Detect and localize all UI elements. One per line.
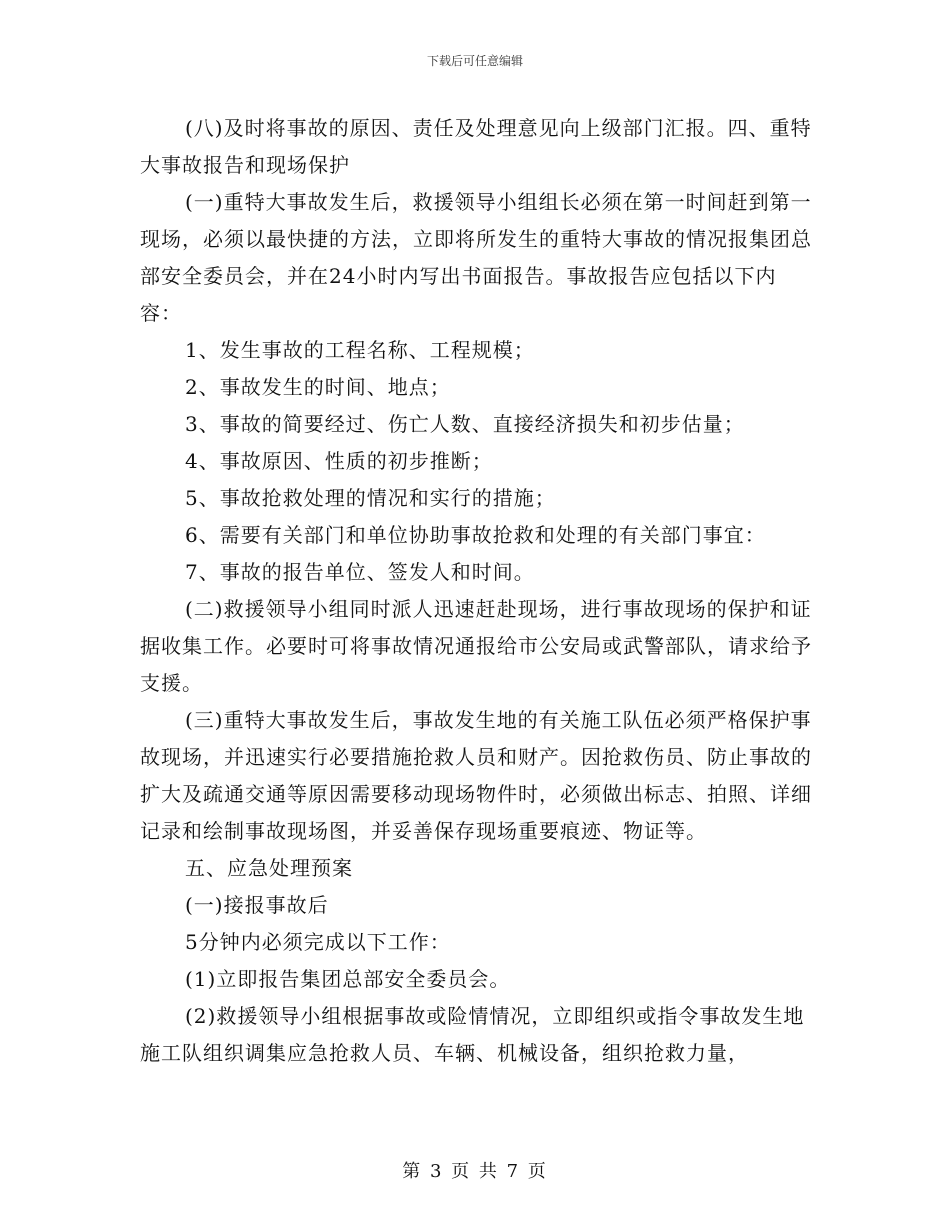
subsection-heading-after-report: (一)接报事故后 xyxy=(185,893,329,917)
list-item-report-hq: (1)立即报告集团总部安全委员会。 xyxy=(185,967,511,991)
paragraph-major-accident-report: (一)重特大事故发生后，救援领导小组组长必须在第一时间赶到第一现场，必须以最快捷的方法，立即将所发生的重特大事故的情况报集团总部安全委员会，并在24小时内写出书面报告。事故报告应包括以下内容： xyxy=(140,190,812,325)
paragraph-report-upward: (八)及时将事故的原因、责任及处理意见向上级部门汇报。四、重特大事故报告和现场保护 xyxy=(140,116,812,177)
list-item-reporting-unit: 7、事故的报告单位、签发人和时间。 xyxy=(185,560,535,584)
list-item-rescue-measures: 5、事故抢救处理的情况和实行的措施； xyxy=(185,486,556,510)
list-item-project-name: 1、发生事故的工程名称、工程规模； xyxy=(185,338,535,362)
list-item-rescue-organize: (2)救援领导小组根据事故或险情情况，立即组织或指令事故发生地施工队组织调集应急抢救人员、车辆、机械设备，组织抢救力量， xyxy=(140,1004,805,1065)
page-header: 下载后可任意编辑 xyxy=(426,54,523,68)
list-item-summary-casualties: 3、事故的简要经过、伤亡人数、直接经济损失和初步估量； xyxy=(185,412,745,436)
section-heading-emergency-plan: 五、应急处理预案 xyxy=(185,856,353,880)
document-body xyxy=(140,110,812,1072)
paragraph-on-site-measures: (三)重特大事故发生后，事故发生地的有关施工队伍必须严格保护事故现场，并迅速实行必要措施抢救人员和财产。因抢救伤员、防止事故的扩大及疏通交通等原因需要移动现场物件时，必须做出标志、拍照、详细记录和绘制事故现场图，并妥善保存现场重要痕迹、物证等。 xyxy=(140,708,812,843)
list-item-assistance-needed: 6、需要有关部门和单位协助事故抢救和处理的有关部门事宜： xyxy=(185,523,766,547)
list-item-time-place: 2、事故发生的时间、地点； xyxy=(185,375,451,399)
paragraph-scene-protection: (二)救援领导小组同时派人迅速赶赴现场，进行事故现场的保护和证据收集工作。必要时可将事故情况通报给市公安局或武警部队，请求给予支援。 xyxy=(140,597,812,695)
paragraph-five-minutes: 5分钟内必须完成以下工作： xyxy=(185,930,451,954)
page-footer: 第 3 页 共 7 页 xyxy=(402,1161,548,1182)
list-item-cause-nature: 4、事故原因、性质的初步推断； xyxy=(185,449,493,473)
